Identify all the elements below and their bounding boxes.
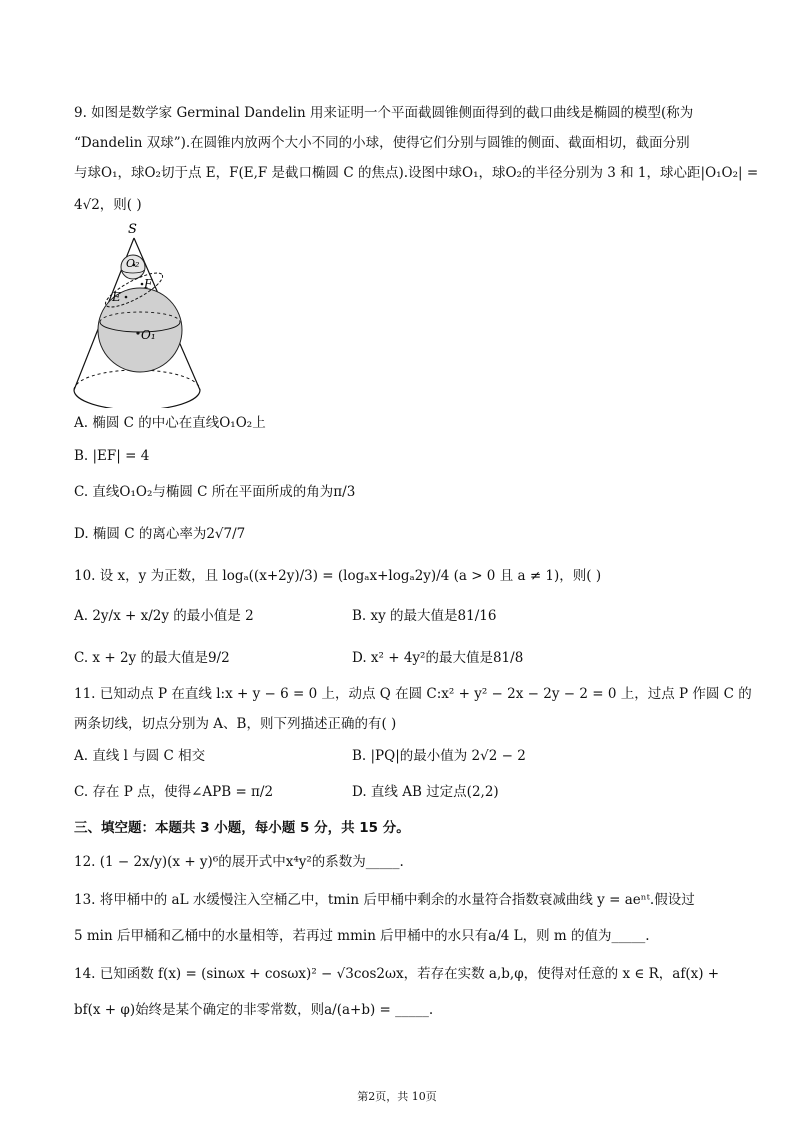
page-footer: 第2页，共 10页 <box>357 1090 437 1103</box>
q9-stem-line-4: 4√2，则( ) <box>74 197 142 213</box>
q10-option-d: D. x² + 4y²的最大值是81/8 <box>352 650 524 666</box>
q11-option-c: C. 存在 P 点，使得∠APB = π/2 <box>74 784 274 800</box>
dandelin-cone-figure <box>66 218 216 408</box>
section-3-heading: 三、填空题：本题共 3 小题，每小题 5 分，共 15 分。 <box>74 820 410 836</box>
q10-option-c: C. x + 2y 的最大值是9/2 <box>74 650 230 666</box>
q9-option-d: D. 椭圆 C 的离心率为2√7/7 <box>74 526 246 542</box>
label-s: S <box>128 222 137 237</box>
q9-option-c: C. 直线O₁O₂与椭圆 C 所在平面所成的角为π/3 <box>74 484 356 500</box>
label-e: E <box>112 290 121 304</box>
q13-line-1: 13. 将甲桶中的 aL 水缓慢注入空桶乙中，tmin 后甲桶中剩余的水量符合指数衰减曲线 y = aeⁿᵗ.假设过 <box>74 892 695 908</box>
q9-option-a: A. 椭圆 C 的中心在直线O₁O₂上 <box>74 415 266 431</box>
q13-line-2: 5 min 后甲桶和乙桶中的水量相等，若再过 mmin 后甲桶中的水只有a/4 L，则 m 的值为_____. <box>74 928 650 944</box>
label-o2: O₂ <box>126 257 140 270</box>
q12-text: 12. (1 − 2x/y)(x + y)⁶的展开式中x⁴y²的系数为_____. <box>74 854 404 870</box>
q14-line-2: bf(x + φ)始终是某个确定的非零常数，则a/(a+b) = _____. <box>74 1002 434 1018</box>
q11-stem-line-1: 11. 已知动点 P 在直线 l:x + y − 6 = 0 上，动点 Q 在圆 C:x² + y² − 2x − 2y − 2 = 0 上，过点 P 作圆 C 的 <box>74 686 752 702</box>
q9-stem-line-1: 9. 如图是数学家 Germinal Dandelin 用来证明一个平面截圆锥侧面得到的截口曲线是椭圆的模型(称为 <box>74 105 694 121</box>
q9-stem-line-3: 与球O₁，球O₂切于点 E，F(E,F 是截口椭圆 C 的焦点).设图中球O₁，球O₂的半径分别为 3 和 1，球心距|O₁O₂| = <box>74 165 759 181</box>
q11-option-d: D. 直线 AB 过定点(2,2) <box>352 784 499 800</box>
label-o1: O₁ <box>141 328 156 342</box>
q10-option-a: A. 2y/x + x/2y 的最小值是 2 <box>74 608 254 624</box>
q9-stem-line-2: “Dandelin 双球”).在圆锥内放两个大小不同的小球，使得它们分别与圆锥的侧面、截面相切，截面分别 <box>74 135 690 151</box>
q10-option-b: B. xy 的最大值是81/16 <box>352 608 497 624</box>
q11-option-b: B. |PQ|的最小值为 2√2 − 2 <box>352 748 526 764</box>
q11-option-a: A. 直线 l 与圆 C 相交 <box>74 748 206 764</box>
q11-stem-line-2: 两条切线，切点分别为 A、B，则下列描述正确的有( ) <box>74 716 397 732</box>
q9-option-b: B. |EF| = 4 <box>74 448 150 464</box>
q10-stem: 10. 设 x，y 为正数，且 logₐ((x+2y)/3) = (logₐx+logₐ2y)/4 (a > 0 且 a ≠ 1)，则( ) <box>74 568 602 584</box>
label-f: F <box>144 277 153 291</box>
q14-line-1: 14. 已知函数 f(x) = (sinωx + cosωx)² − √3cos2ωx，若存在实数 a,b,φ，使得对任意的 x ∈ R，af(x) + <box>74 966 720 982</box>
